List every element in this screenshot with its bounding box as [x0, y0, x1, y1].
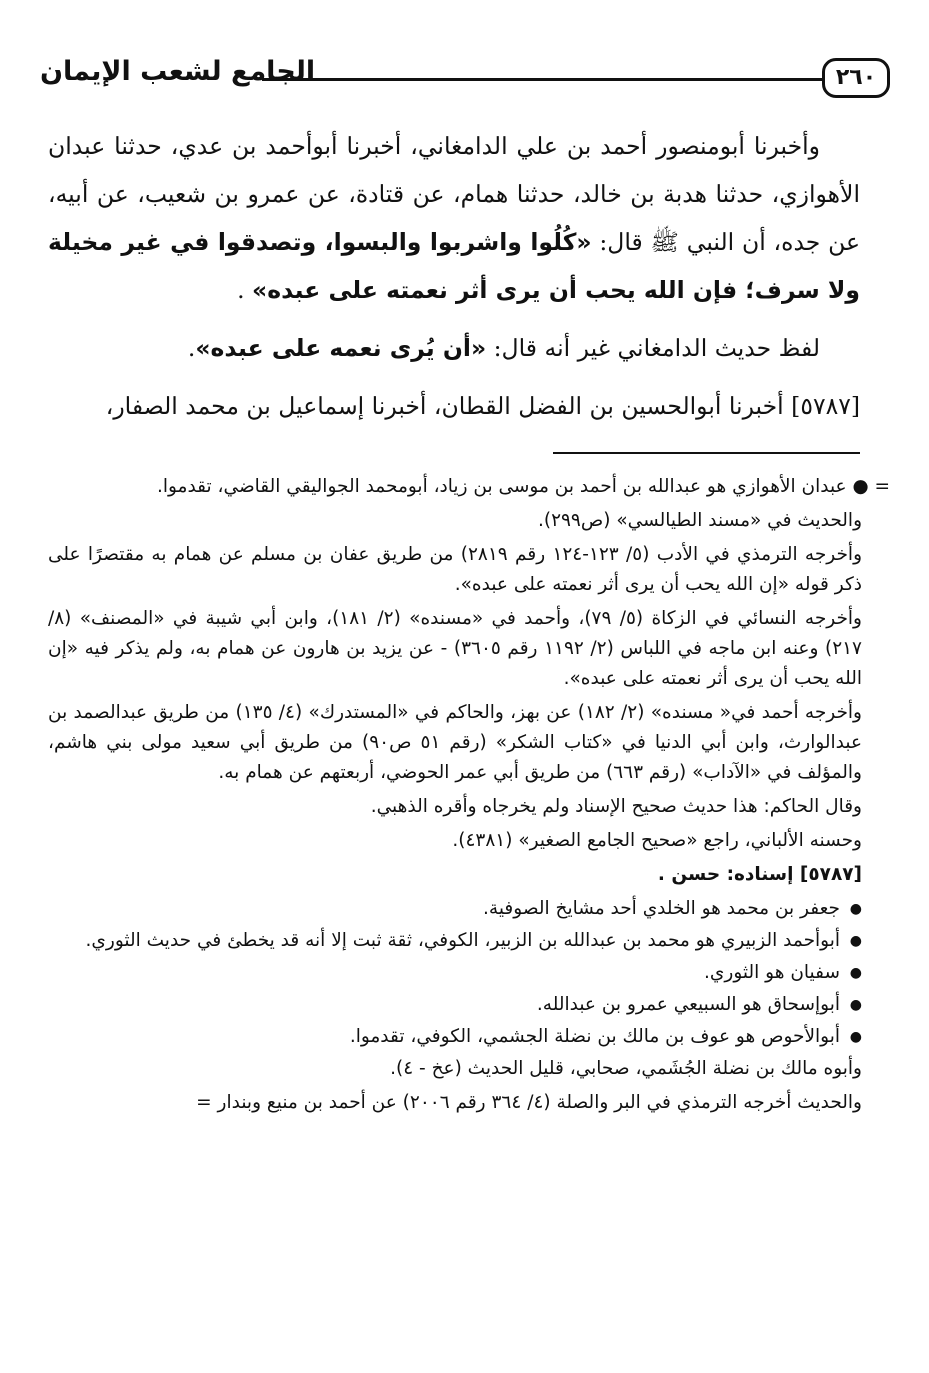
narrator-bullet: ● أبوالأحوص هو عوف بن مالك بن نضلة الجشمي، الكوفي، تقدموا. [48, 1022, 862, 1052]
para3-text: أخبرنا أبوالحسين بن الفضل القطان، أخبرنا إسماعيل بن محمد الصفار، [105, 392, 792, 420]
isnad-heading [48, 860, 862, 890]
footnote-line: وأبوه مالك بن نضلة الجُشَمي، صحابي، قليل الحديث (عخ - ٤). [390, 1058, 862, 1079]
narrator-bullet: ● سفيان هو الثوري. [48, 958, 862, 988]
footnote-line: وقال الحاكم: هذا حديث صحيح الإسناد ولم يخرجاه وأقره الذهبي. [370, 796, 862, 817]
narrator-bullet: ● أبوإسحاق هو السبيعي عمرو بن عبدالله. [48, 990, 862, 1020]
footnote-separator [553, 452, 860, 454]
page-header [40, 52, 890, 102]
hadith-text: «كُلُوا واشربوا والبسوا، وتصدقوا في غير مخيلة ولا سرف؛ فإن الله يحب أن يرى أثر نعمته على عبده» [48, 228, 860, 304]
para2-end: . [187, 334, 196, 362]
footnote-line: وأخرجه الترمذي في الأدب (٥/ ١٢٣-١٢٤ رقم ٢٨١٩) من طريق عفان بن مسلم عن همام به مقتصرًا على ذكر قوله «إن الله يحب أن يرى أثر نعمته على عبده». [48, 544, 863, 595]
para1-end: . [237, 276, 253, 304]
header-rule [262, 78, 822, 81]
isnad-label: إسناده: حسن . [657, 864, 800, 885]
narrator-bullet: ● جعفر بن محمد هو الخلدي أحد مشايخ الصوفية. [48, 894, 862, 924]
footnote-line: وحسنه الألباني، راجع «صحيح الجامع الصغير» (٤٣٨١). [452, 830, 862, 851]
narrator-bullet: ● أبوأحمد الزبيري هو محمد بن عبدالله بن الزبير، الكوفي، ثقة ثبت إلا أنه قد يخطئ في حديث الثوري. [48, 926, 862, 956]
footnote-line: وأخرجه النسائي في الزكاة (٥/ ٧٩)، وأحمد في «مسنده» (٢/ ١٨١)، وابن أبي شيبة في «المصنف» (٨/ ٢١٧) وعنه ابن ماجه في اللباس (٢/ ١١٩٢ رقم ٣٦٠٥) - عن يزيد بن هارون عن همام به، ولم يذكر فيه «إن الله يحب أن يرى أثر نعمته على عبده». [48, 608, 862, 689]
paragraph-3 [48, 382, 860, 430]
footnote-line: = ● عبدان الأهوازي هو عبدالله بن أحمد بن موسى بن زياد، أبومحمد الجواليقي القاضي، تقدموا. [156, 476, 890, 497]
footnote-line: والحديث أخرجه الترمذي في البر والصلة (٤/ ٣٦٤ رقم ٢٠٠٦) عن أحمد بن منيع وبندار = [196, 1092, 862, 1113]
isnad-number: [٥٧٨٧] [799, 864, 862, 885]
main-text [48, 122, 860, 430]
paragraph-1 [48, 122, 860, 314]
footnotes [48, 472, 890, 1122]
paragraph-2 [48, 324, 860, 372]
para2-text: لفظ حديث الدامغاني غير أنه قال: [486, 334, 820, 362]
footnote-line: وأخرجه أحمد في« مسنده» (٢/ ١٨٢) عن بهز، والحاكم في «المستدرك» (٤/ ١٣٥) من طريق عبدالصمد بن عبدالوارث، وابن أبي الدنيا في «كتاب الشكر» (رقم ٥١ ص٩٠) من طريق أبي سعيد مولى بني هاشم، والمؤلف في «الآداب» (رقم ٦٦٣) من طريق أبي عمر الحوضي، أربعتهم عن همام به. [48, 702, 862, 783]
para1-text: وأخبرنا أبومنصور أحمد بن علي الدامغاني، أخبرنا أبوأحمد بن عدي، حدثنا عبدان الأهوازي، حدثنا هدبة بن خالد، حدثنا همام، عن قتادة، عن عمرو بن شعيب، عن أبيه، عن جده، أن النبي ﷺ قال: [48, 132, 861, 256]
hadith-number: [٥٧٨٧] [791, 392, 860, 420]
hadith-variant: «أن يُرى نعمه على عبده» [195, 334, 487, 362]
footnote-line: والحديث في «مسند الطيالسي» (ص٢٩٩). [537, 510, 862, 531]
page-number: ٢٦٠ [822, 58, 890, 98]
running-title: الجامع لشعب الإيمان [40, 56, 316, 87]
